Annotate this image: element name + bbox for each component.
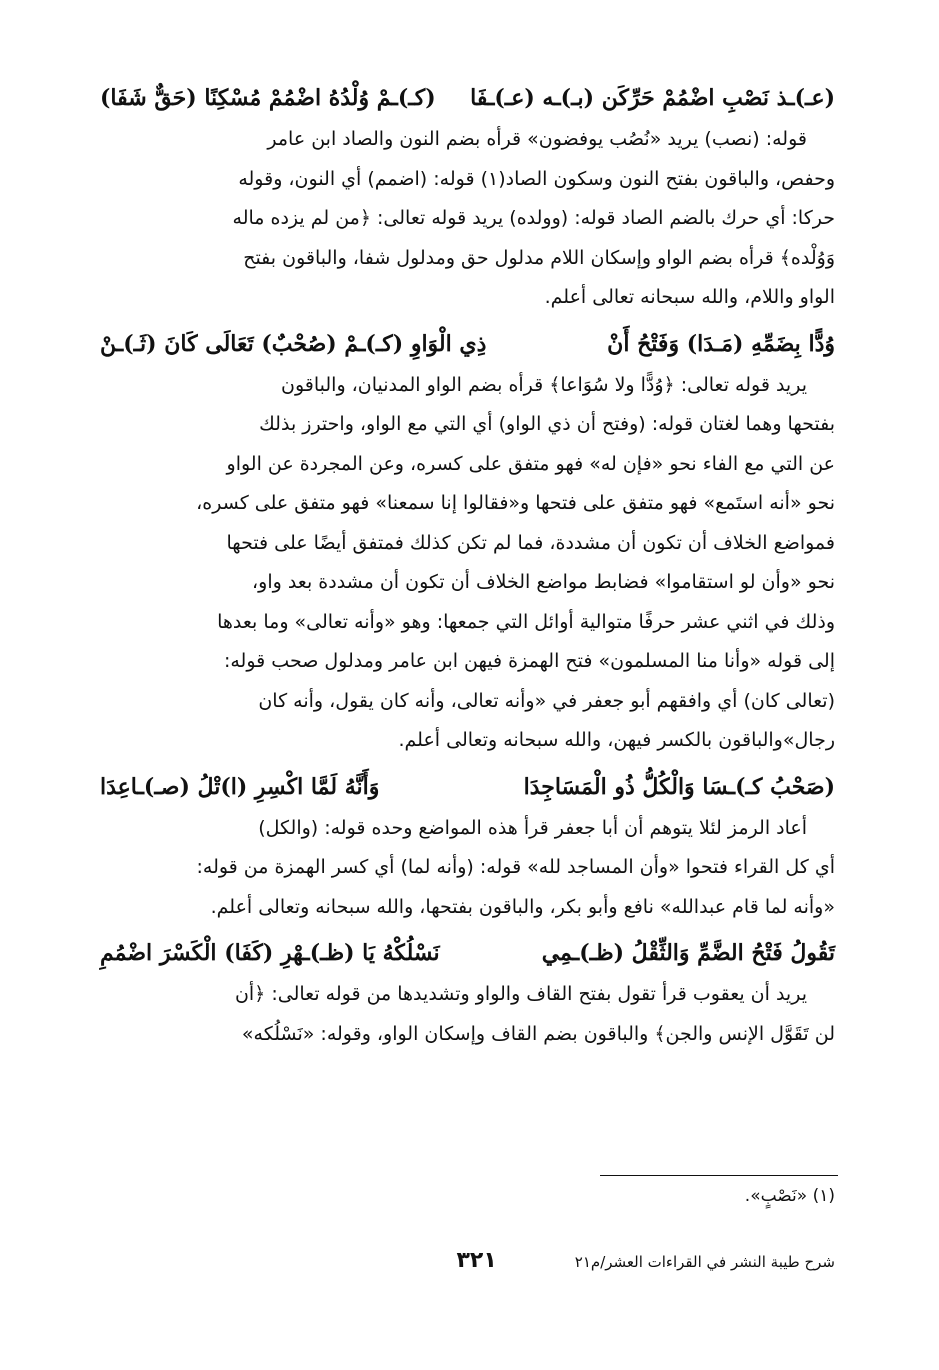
text-line: يريد أن يعقوب قرأ تقول بفتح القاف والواو وتشديدها من قوله تعالى: ﴿أن [234,983,807,1005]
verse-left-hemistich: (كـ)ـمْ وُلْدُهُ اضْمُمْ مُسْكِنًا (حَقٌّ شَفَا) [100,85,436,111]
book-title: شرح طيبة النشر في القراءات العشر/م٢١ [574,1253,835,1271]
text-line: نحو «وأن لو استقاموا» فضابط مواضع الخلاف أن تكون أن مشددة بعد واو، [252,571,835,593]
text-line: «وأنه لما قام عبدالله» نافع وأبو بكر، والباقون بفتحها، والله سبحانه وتعالى أعلم. [210,895,835,918]
page-footer [100,1248,835,1273]
text-line: وذلك في اثني عشر حرفًا متوالية أوائل التي جمعها: وهو «وأنه تعالى» وما بعدها [217,610,835,633]
verse-right-hemistich: (صَحْبُ كـ)ـسَا وَالْكُلُّ ذُو الْمَسَاجِدَا [523,773,835,800]
verse-left-hemistich: ذِي الْوَاوِ (كـ)ـمْ (صُحْبٌ) تَعَالَى كَانَ (ثَـ)ـنْ [100,330,487,357]
text-line: بفتحها وهما لغتان قوله: (وفتح أن ذي الواو) أي التي مع الواو، واحترز بذلك [259,413,835,435]
verse-line [100,322,835,366]
footnote: (١) «نَصْبٍ». [744,1186,835,1206]
text-line: الواو واللام، والله سبحانه تعالى أعلم. [544,286,835,308]
text-line: رجال»والباقون بالكسر فيهن، والله سبحانه وتعالى أعلم. [398,729,835,751]
text-line: حركا: أي حرك بالضم الصاد قوله: (وولده) يريد قوله تعالى: ﴿من لم يزده ماله [232,207,835,229]
text-line: أي كل القراء فتحوا «وأن المساجد لله» قوله: (وأنه لما) أي كسر الهمزة من قوله: [196,856,835,878]
verse-right-hemistich: وُدًّا بِضَمِّهِ (مَـدَا) وَفَتْحُ أَنْ [607,330,835,357]
footnote-divider [600,1175,838,1176]
verse-right-hemistich: تَقُولُ فَتْحُ الضَّمِّ وَالثِّقْلُ (ظـ)ـمِي [541,940,835,966]
verse-left-hemistich: وَأَنَّهُ لَمَّا اكْسِرِ (ا)تْلُ (صـ)ـاعِدَا [100,773,380,800]
text-line: أعاد الرمز لئلا يتوهم أن أبا جعفر قرأ هذه المواضع وحده قوله: (والكل) [258,816,807,839]
page-number: ٣٢١ [456,1248,497,1273]
text-line: وحفص، والباقون بفتح النون وسكون الصاد(١) قوله: (اضمم) أي النون، وقوله [238,167,835,190]
page-body [100,68,835,1058]
text-line: وَوُلْده﴾ قرأه بضم الواو وإسكان اللام مدلول حق ومدلول شفا، والباقون بفتح [243,246,835,269]
commentary-paragraph [100,366,835,761]
verse-left-hemistich: نَسْلُكْهُ يَا (ظـ)ـهْرِ (كَفَا) الْكَسْرَ اضْمُمِ [100,940,440,966]
verse-line [100,931,835,975]
commentary-paragraph [100,975,835,1054]
verse-line [100,76,835,120]
text-line: قوله: (نصب) يريد «نُصُب يوفضون» قرأه بضم النون والصاد ابن عامر [267,128,807,150]
text-line: (تعالى كان) أي وافقهم أبو جعفر في «وأنه تعالى، وأنه كان يقول، وأنه كان [258,689,835,712]
text-line: يريد قوله تعالى: ﴿وُدًّا ولا سُوَاعا﴾ قرأه بضم الواو المدنيان، والباقون [281,373,807,396]
commentary-paragraph [100,809,835,928]
verse-line [100,765,835,809]
verse-right-hemistich: (عـ)ـذ نَصْبِ اضْمُمْ حَرِّكَن (بـ)ـه (عـ)ـفَا [470,85,835,111]
text-line: نحو «أنه استَمع» فهو متفق على فتحها و«فقالوا إنا سمعنا» فهو متفق على كسره، [196,492,835,514]
text-line: إلى قوله «وأنا منا المسلمون» فتح الهمزة فيهن ابن عامر ومدلول صحب قوله: [223,650,835,672]
text-line: لن تَقَوَّل الإنس والجن﴾ والباقون بضم القاف وإسكان الواو، وقوله: «نَسْلُكه» [241,1022,835,1045]
text-line: فمواضع الخلاف أن تكون أن مشددة، فما لم تكن كذلك فمتفق أيضًا على فتحها [226,531,835,554]
commentary-paragraph [100,120,835,318]
text-line: عن التي مع الفاء نحو «فإن له» فهو متفق على كسره، وعن المجردة عن الواو [226,452,835,475]
